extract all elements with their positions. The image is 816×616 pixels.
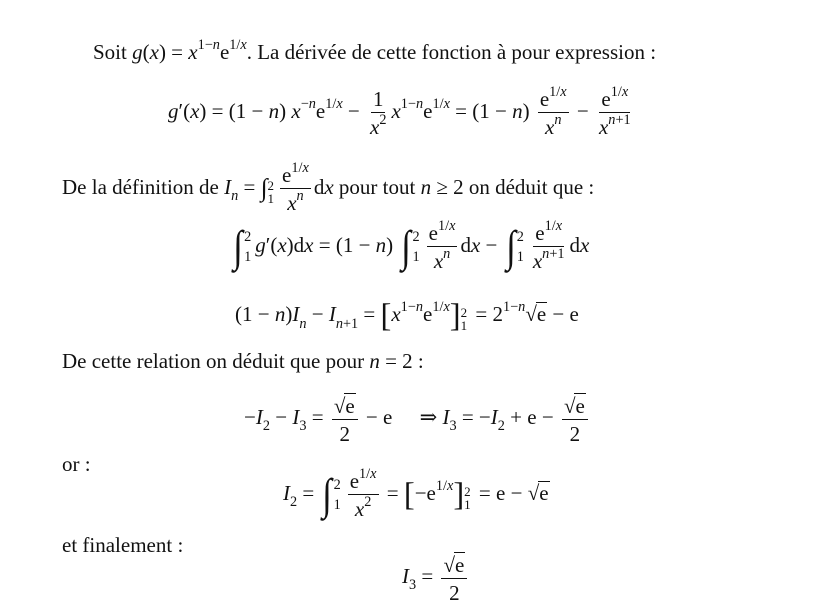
text-or: or : (62, 452, 91, 476)
text-soit: Soit (93, 40, 127, 64)
text-finally: et finalement : (62, 533, 184, 557)
formula-n-geq-2: n ≥ 2 (420, 174, 464, 199)
equation-integral-gprime: ∫ 2 1 g′(x)dx = (1 − n) ∫ 2 1 $\frac{e^{1/x}}{x^n}$ dx − ∫ 2 1 $\frac{e^{1/x}}{x^{n+1}}$ dx (233, 217, 590, 274)
formula-g: $g(x) = x^{1-n}e^{1/x}$ (132, 36, 247, 64)
paragraph-relation-n2 (62, 351, 424, 372)
paragraph-definition-g (93, 36, 657, 64)
equation-derivative: g′(x) = (1 − n) $x^{-n}e^{1/x}$ − $\frac{1}{x^2}$ $x^{1-n}e^{1/x} = (1 - n)$ $\frac{e^{1/x}}{x^n}$ − $\frac{e^{1/x}}{x^{n+1}}$ (168, 83, 631, 140)
text-def-prefix: De la définition de (62, 174, 219, 199)
text-relation-prefix: De cette relation on déduit que pour (62, 349, 365, 373)
equation-I3-final: $I_3$ = $\frac{√e}{2}$ (402, 552, 470, 604)
text-def-pour-tout: pour tout (338, 174, 416, 199)
equation-I2-I3: $-I_2 - I_3$ = $\frac{√e}{2}$ − e ⇒ $I_3 = -I_2 + e$ − $\frac{√e}{2}$ (244, 393, 591, 445)
fraction-one-over-x2: $\frac{1}{x^2}$ (370, 87, 387, 140)
equation-recurrence: $(1 - n)I_n - I_{n+1} = [x^{1-n}e^{1/x}]$ 2 1 = $2^{1-n}√e - e$ (235, 298, 579, 334)
formula-In: $I_n$ = ∫ 2 1 $\frac{e^{1/x}}{x^n}$ dx (224, 159, 334, 216)
equation-I2: $I_2$ = ∫ 2 1 $\frac{e^{1/x}}{x^2}$ = $[-e^{1/x}]$ 2 1 = e − √e (283, 465, 549, 522)
text-relation-suffix: : (417, 349, 424, 373)
text-def-deduit: on déduit que : (468, 174, 595, 199)
text-derivative-intro: . La dérivée de cette fonction à pour expression : (246, 40, 657, 64)
fraction-e-over-xn1: $\frac{e^{1/x}}{x^{n+1}}$ (598, 83, 631, 140)
fraction-e-over-xn: $\frac{e^{1/x}}{x^n}$ (539, 83, 567, 140)
formula-n-eq-2: n = 2 (369, 349, 413, 373)
paragraph-definition-In (62, 159, 595, 216)
